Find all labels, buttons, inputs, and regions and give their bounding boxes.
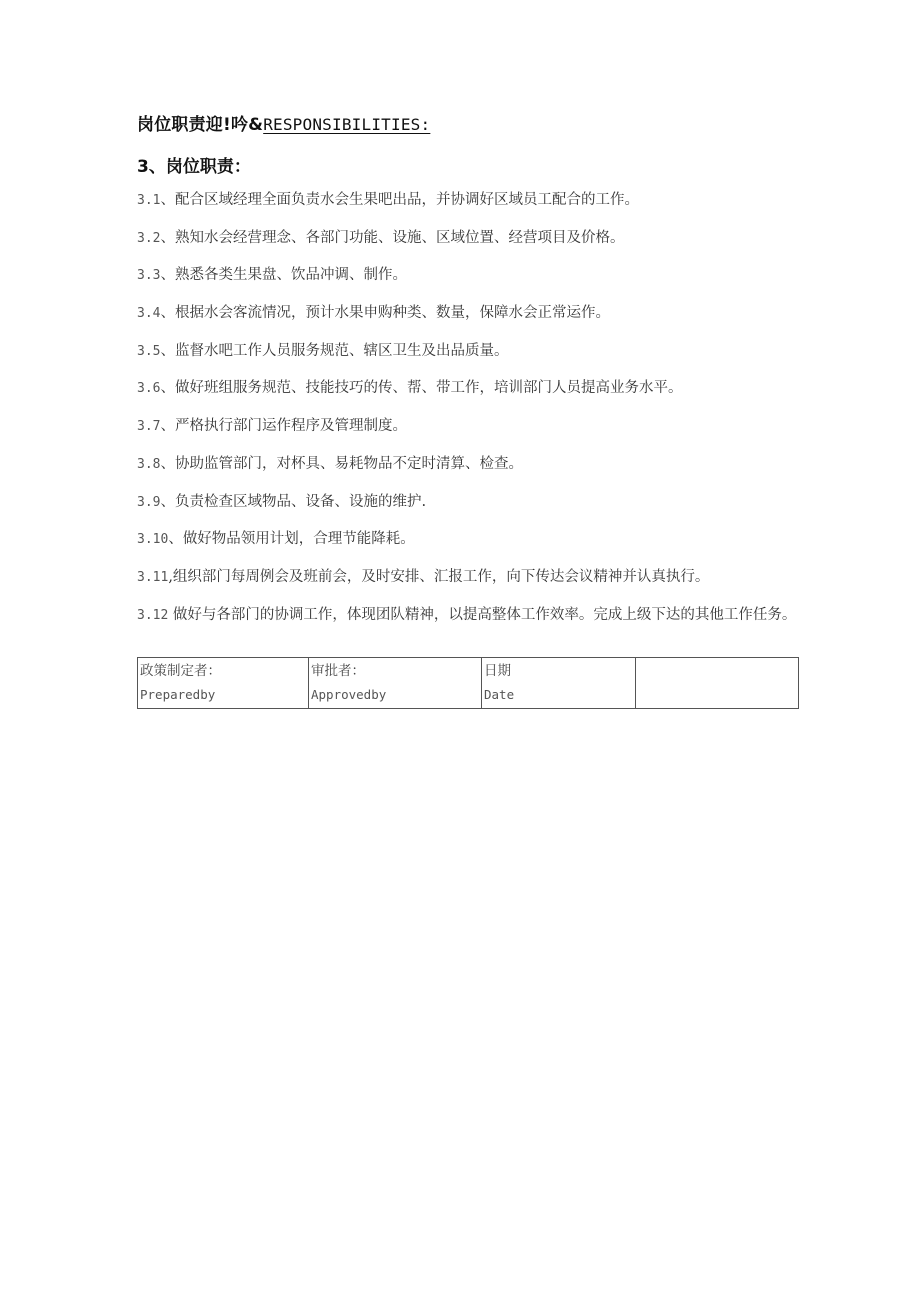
duty-separator: 、	[160, 267, 175, 284]
signoff-row	[138, 658, 799, 709]
duty-number: 3.9	[137, 494, 161, 510]
duty-item	[137, 414, 857, 452]
duty-separator: 、	[160, 229, 175, 246]
duty-item	[137, 603, 857, 641]
duty-separator: 、	[160, 455, 175, 472]
prepared-by-label-cn: 政策制定者：	[140, 663, 221, 679]
approved-by-label-en: Approvedby	[311, 687, 387, 702]
prepared-by-label-en: Preparedby	[140, 687, 216, 702]
duty-number: 3.11	[137, 569, 169, 585]
duty-number: 3.2	[137, 230, 161, 246]
duty-number: 3.7	[137, 419, 161, 435]
approved-by-label-cn: 审批者：	[311, 663, 365, 679]
duty-item	[137, 490, 857, 528]
duty-number: 3.5	[137, 343, 161, 359]
duty-item	[137, 188, 857, 226]
duty-item	[137, 565, 857, 603]
duty-separator: 、	[160, 342, 175, 359]
duty-text: 监督水吧工作人员服务规范、辖区卫生及出品质量。	[174, 342, 509, 359]
duty-text: 做好班组服务规范、技能技巧的传、帮、带工作，培训部门人员提高业务水平。	[174, 380, 683, 397]
blank-cell	[636, 658, 799, 709]
duty-separator: 、	[160, 380, 175, 397]
approved-by-cell	[309, 658, 482, 709]
section-title: 3、岗位职责：	[137, 157, 251, 177]
duty-number: 3.4	[137, 306, 161, 322]
duty-text: 做好物品领用计划，合理节能降耗。	[182, 531, 415, 548]
header-title-cn: 岗位职责迎!吟&	[137, 115, 264, 135]
duty-list	[137, 188, 857, 640]
prepared-by-cell	[138, 658, 309, 709]
duty-number: 3.12	[137, 607, 169, 623]
duty-text: 根据水会客流情况，预计水果申购种类、数量，保障水会正常运作。	[174, 305, 610, 322]
duty-item	[137, 376, 857, 414]
duty-item	[137, 263, 857, 301]
duty-number: 3.8	[137, 456, 161, 472]
duty-separator: 、	[160, 305, 175, 322]
duty-separator: 、	[160, 493, 175, 510]
duty-separator: 、	[160, 192, 175, 208]
document-header	[137, 110, 430, 135]
duty-separator: 、	[160, 418, 175, 435]
duty-text: 协助监管部门，对杯具、易耗物品不定时清算、检查。	[174, 455, 523, 472]
duty-separator: ,	[168, 568, 173, 585]
duty-item	[137, 301, 857, 339]
date-cell	[482, 658, 636, 709]
duty-text: 做好与各部门的协调工作，体现团队精神，以提高整体工作效率。完成上级下达的其他工作任务。	[172, 606, 797, 623]
signoff-table	[137, 657, 799, 709]
duty-item	[137, 339, 857, 377]
duty-separator: 、	[168, 531, 183, 548]
date-label-cn: 日期	[484, 663, 511, 679]
duty-text: 熟悉各类生果盘、饮品冲调、制作。	[174, 267, 407, 284]
duty-item	[137, 452, 857, 490]
header-title-en: RESPONSIBILITIES:	[263, 115, 431, 134]
duty-item	[137, 527, 857, 565]
duty-text: 严格执行部门运作程序及管理制度。	[174, 418, 407, 435]
date-label-en: Date	[484, 687, 515, 702]
duty-number: 3.1	[137, 193, 161, 208]
duty-number: 3.10	[137, 532, 169, 548]
duty-text: 负责检查区域物品、设备、设施的维护.	[174, 493, 427, 510]
duty-item	[137, 226, 857, 264]
duty-text: 熟知水会经营理念、各部门功能、设施、区域位置、经营项目及价格。	[174, 229, 625, 246]
duty-text: 配合区域经理全面负责水会生果吧出品，并协调好区域员工配合的工作。	[174, 192, 639, 208]
duty-text: 组织部门每周例会及班前会，及时安排、汇报工作，向下传达会议精神并认真执行。	[172, 568, 710, 585]
duty-number: 3.3	[137, 268, 161, 284]
duty-number: 3.6	[137, 381, 161, 397]
